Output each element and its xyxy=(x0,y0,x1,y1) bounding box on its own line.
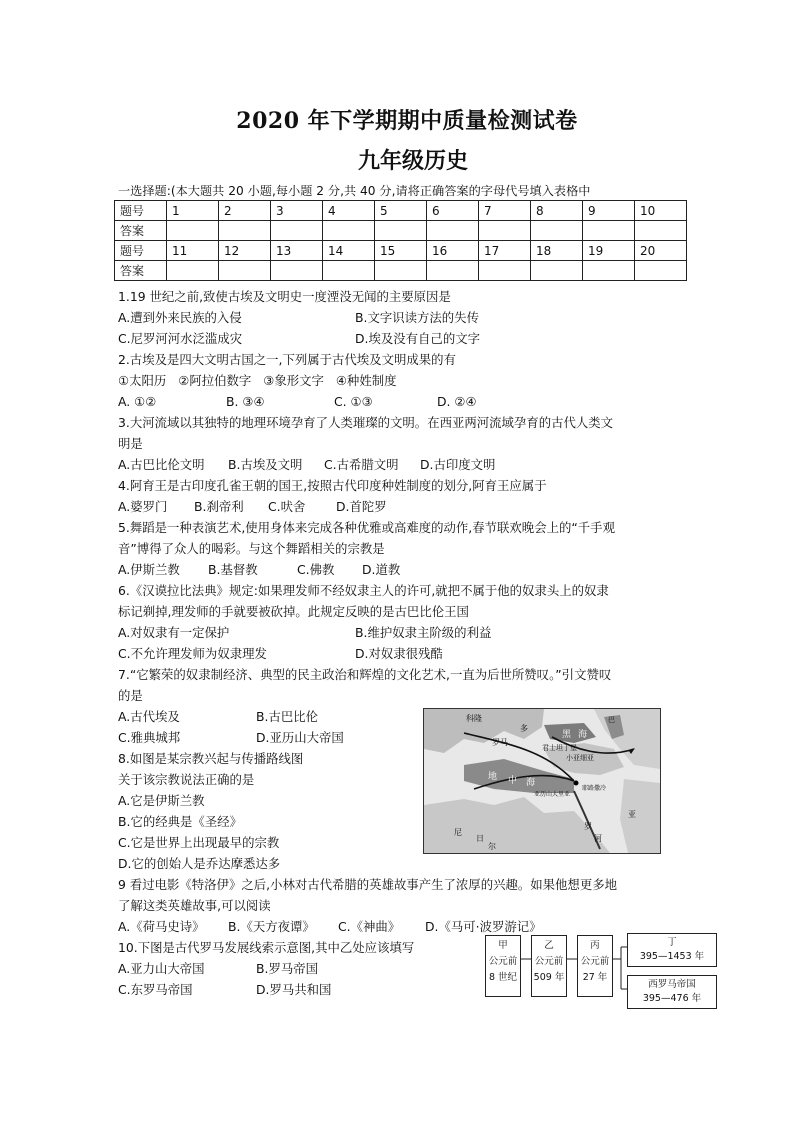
question-2-items: ①太阳历 ②阿拉伯数字 ③象形文字 ④种姓制度 xyxy=(118,373,397,388)
map-label: 罗 xyxy=(584,822,592,831)
option-2c[interactable]: C. ①③ xyxy=(334,394,373,409)
question-number-cell: 7 xyxy=(479,201,531,221)
option-4c[interactable]: C.吠舍 xyxy=(268,499,306,514)
answer-cell[interactable] xyxy=(323,261,375,281)
option-5c[interactable]: C.佛教 xyxy=(297,562,335,577)
question-number-cell: 6 xyxy=(427,201,479,221)
row-label: 题号 xyxy=(115,201,167,221)
map-label: 君士坦丁堡 xyxy=(542,744,577,752)
option-1c[interactable]: C.尼罗河河水泛滥成灾 xyxy=(118,331,243,346)
table-row xyxy=(115,241,687,261)
map-label: 中 xyxy=(508,776,518,786)
question-6-stem-cont: 标记剃掉,理发师的手就要被砍掉。此规定反映的是古巴比伦王国 xyxy=(118,604,469,619)
question-10-stem: 10.下图是古代罗马发展线索示意图,其中乙处应该填写 xyxy=(118,940,415,955)
timeline-box-west-rome: 西罗马帝国 395—476 年 xyxy=(627,975,717,1009)
question-5-stem-cont: 音”博得了众人的喝彩。与这个舞蹈相关的宗教是 xyxy=(118,541,385,556)
question-8-stem: 8.如图是某宗教兴起与传播路线图 xyxy=(118,751,304,766)
map-label: 尼 xyxy=(454,828,462,837)
question-8-stem-cont: 关于该宗教说法正确的是 xyxy=(118,772,255,787)
option-6c[interactable]: C.不允许理发师为奴隶理发 xyxy=(118,646,267,661)
option-8a[interactable]: A.它是伊斯兰教 xyxy=(118,793,205,808)
option-8d[interactable]: D.它的创始人是乔达摩悉达多 xyxy=(118,856,281,871)
map-label: 海 xyxy=(578,730,588,740)
option-4d[interactable]: D.首陀罗 xyxy=(336,499,387,514)
table-row xyxy=(115,201,687,221)
map-label: 地 xyxy=(488,772,498,782)
question-number-cell: 4 xyxy=(323,201,375,221)
option-3c[interactable]: C.古希腊文明 xyxy=(324,457,399,472)
map-label: 海 xyxy=(526,778,536,788)
map-label: 巴 xyxy=(608,716,615,724)
question-number-cell: 10 xyxy=(635,201,687,221)
option-6b[interactable]: B.维护奴隶主阶级的利益 xyxy=(355,625,492,640)
answer-cell[interactable] xyxy=(531,221,583,241)
option-3b[interactable]: B.古埃及文明 xyxy=(228,457,303,472)
question-number-cell: 15 xyxy=(375,241,427,261)
option-6d[interactable]: D.对奴隶很残酷 xyxy=(355,646,443,661)
map-label: 亚历山大里亚 xyxy=(534,791,571,798)
map-label: 尔 xyxy=(488,842,496,851)
section-instructions: 一选择题:(本大题共 20 小题,每小题 2 分,共 40 分,请将正确答案的字母代号填入表格中 xyxy=(118,184,591,198)
map-label: 科隆 xyxy=(466,714,482,723)
option-9c[interactable]: C.《神曲》 xyxy=(338,919,401,934)
option-7b[interactable]: B.古巴比伦 xyxy=(256,709,319,724)
option-10c[interactable]: C.东罗马帝国 xyxy=(118,982,193,997)
map-label: 亚 xyxy=(628,810,636,819)
timeline-box-ding: 丁 395—1453 年 xyxy=(627,933,717,967)
answer-cell[interactable] xyxy=(479,221,531,241)
option-6a[interactable]: A.对奴隶有一定保护 xyxy=(118,625,230,640)
answer-cell[interactable] xyxy=(583,221,635,241)
answer-cell[interactable] xyxy=(167,261,219,281)
question-number-cell: 16 xyxy=(427,241,479,261)
option-3d[interactable]: D.古印度文明 xyxy=(420,457,496,472)
question-5-stem: 5.舞蹈是一种表演艺术,使用身体来完成各种优雅或高难度的动作,春节联欢晚会上的“千手观 xyxy=(118,520,615,535)
question-number-cell: 13 xyxy=(271,241,323,261)
question-3-stem-cont: 明是 xyxy=(118,436,143,451)
question-number-cell: 11 xyxy=(167,241,219,261)
question-number-cell: 3 xyxy=(271,201,323,221)
answer-cell[interactable] xyxy=(583,261,635,281)
answer-cell[interactable] xyxy=(323,221,375,241)
question-number-cell: 1 xyxy=(167,201,219,221)
answer-cell[interactable] xyxy=(531,261,583,281)
timeline-box-bing: 丙 公元前 27 年 xyxy=(577,935,613,997)
option-9d[interactable]: D.《马可·波罗游记》 xyxy=(425,919,542,934)
question-number-cell: 14 xyxy=(323,241,375,261)
question-number-cell: 20 xyxy=(635,241,687,261)
rome-timeline xyxy=(485,933,725,1015)
option-2d[interactable]: D. ②④ xyxy=(437,394,477,409)
answer-cell[interactable] xyxy=(271,221,323,241)
option-4a[interactable]: A.婆罗门 xyxy=(118,499,168,514)
option-10d[interactable]: D.罗马共和国 xyxy=(256,982,332,997)
option-8c[interactable]: C.它是世界上出现最早的宗教 xyxy=(118,835,280,850)
option-4b[interactable]: B.刹帝利 xyxy=(194,499,244,514)
question-number-cell: 2 xyxy=(219,201,271,221)
map-label: 黑 xyxy=(562,730,572,740)
map-label: 罗马 xyxy=(492,738,508,747)
option-2b[interactable]: B. ③④ xyxy=(226,394,265,409)
question-number-cell: 5 xyxy=(375,201,427,221)
option-1d[interactable]: D.埃及没有自己的文字 xyxy=(355,331,480,346)
question-3-stem: 3.大河流域以其独特的地理环境孕育了人类璀璨的文明。在西亚两河流域孕育的古代人类文 xyxy=(118,415,614,430)
question-2-stem: 2.古埃及是四大文明古国之一,下列属于古代埃及文明成果的有 xyxy=(118,352,456,367)
question-number-cell: 8 xyxy=(531,201,583,221)
map-label: 日 xyxy=(476,834,484,843)
table-row xyxy=(115,261,687,281)
answer-cell[interactable] xyxy=(167,221,219,241)
answer-cell[interactable] xyxy=(375,261,427,281)
question-1-stem: 1.19 世纪之前,致使古埃及文明史一度湮没无闻的主要原因是 xyxy=(118,289,451,304)
option-9a[interactable]: A.《荷马史诗》 xyxy=(118,919,205,934)
answer-cell[interactable] xyxy=(219,221,271,241)
religion-spread-map xyxy=(423,708,661,854)
answer-cell[interactable] xyxy=(479,261,531,281)
question-9-stem: 9 看过电影《特洛伊》之后,小林对古代希腊的英雄故事产生了浓厚的兴趣。如果他想更多地 xyxy=(118,877,617,892)
question-4-stem: 4.阿育王是古印度孔雀王朝的国王,按照古代印度种姓制度的划分,阿育王应属于 xyxy=(118,478,547,493)
map-label: 耶路撒冷 xyxy=(582,785,607,792)
answer-table xyxy=(114,200,687,281)
question-9-stem-cont: 了解这类英雄故事,可以阅读 xyxy=(118,898,271,913)
question-number-cell: 17 xyxy=(479,241,531,261)
option-1a[interactable]: A.遭到外来民族的入侵 xyxy=(118,310,242,325)
map-label: 多 xyxy=(520,724,528,733)
option-5a[interactable]: A.伊斯兰教 xyxy=(118,562,180,577)
map-label: 小亚细亚 xyxy=(566,754,594,762)
option-1b[interactable]: B.文字识读方法的失传 xyxy=(355,310,479,325)
option-10b[interactable]: B.罗马帝国 xyxy=(256,961,319,976)
timeline-box-jia: 甲 公元前 8 世纪 xyxy=(485,935,521,997)
table-row xyxy=(115,221,687,241)
row-label: 题号 xyxy=(115,241,167,261)
answer-cell[interactable] xyxy=(271,261,323,281)
timeline-box-yi: 乙 公元前 509 年 xyxy=(531,935,567,997)
question-number-cell: 18 xyxy=(531,241,583,261)
question-7-stem: 7.“它繁荣的奴隶制经济、典型的民主政治和辉煌的文化艺术,一直为后世所赞叹。”引文赞叹 xyxy=(118,667,612,682)
exam-subtitle: 九年级历史 xyxy=(357,148,468,174)
option-8b[interactable]: B.它的经典是《圣经》 xyxy=(118,814,242,829)
option-10a[interactable]: A.亚力山大帝国 xyxy=(118,961,205,976)
question-6-stem: 6.《汉谟拉比法典》规定:如果理发师不经奴隶主人的许可,就把不属于他的奴隶头上的奴隶 xyxy=(118,583,609,598)
row-label: 答案 xyxy=(115,261,167,281)
answer-cell[interactable] xyxy=(219,261,271,281)
exam-title: 2020 年下学期期中质量检测试卷 xyxy=(236,108,578,134)
question-number-cell: 19 xyxy=(583,241,635,261)
map-label: 河 xyxy=(594,834,602,843)
option-7d[interactable]: D.亚历山大帝国 xyxy=(256,730,344,745)
answer-cell[interactable] xyxy=(635,261,687,281)
answer-cell[interactable] xyxy=(427,221,479,241)
question-number-cell: 12 xyxy=(219,241,271,261)
question-number-cell: 9 xyxy=(583,201,635,221)
answer-cell[interactable] xyxy=(635,221,687,241)
option-2a[interactable]: A. ①② xyxy=(118,394,157,409)
option-5d[interactable]: D.道教 xyxy=(362,562,401,577)
answer-cell[interactable] xyxy=(375,221,427,241)
option-3a[interactable]: A.古巴比伦文明 xyxy=(118,457,205,472)
question-7-stem-cont: 的是 xyxy=(118,688,143,703)
option-5b[interactable]: B.基督教 xyxy=(208,562,258,577)
option-7c[interactable]: C.雅典城邦 xyxy=(118,730,181,745)
row-label: 答案 xyxy=(115,221,167,241)
option-9b[interactable]: B.《天方夜谭》 xyxy=(228,919,315,934)
answer-cell[interactable] xyxy=(427,261,479,281)
option-7a[interactable]: A.古代埃及 xyxy=(118,709,180,724)
